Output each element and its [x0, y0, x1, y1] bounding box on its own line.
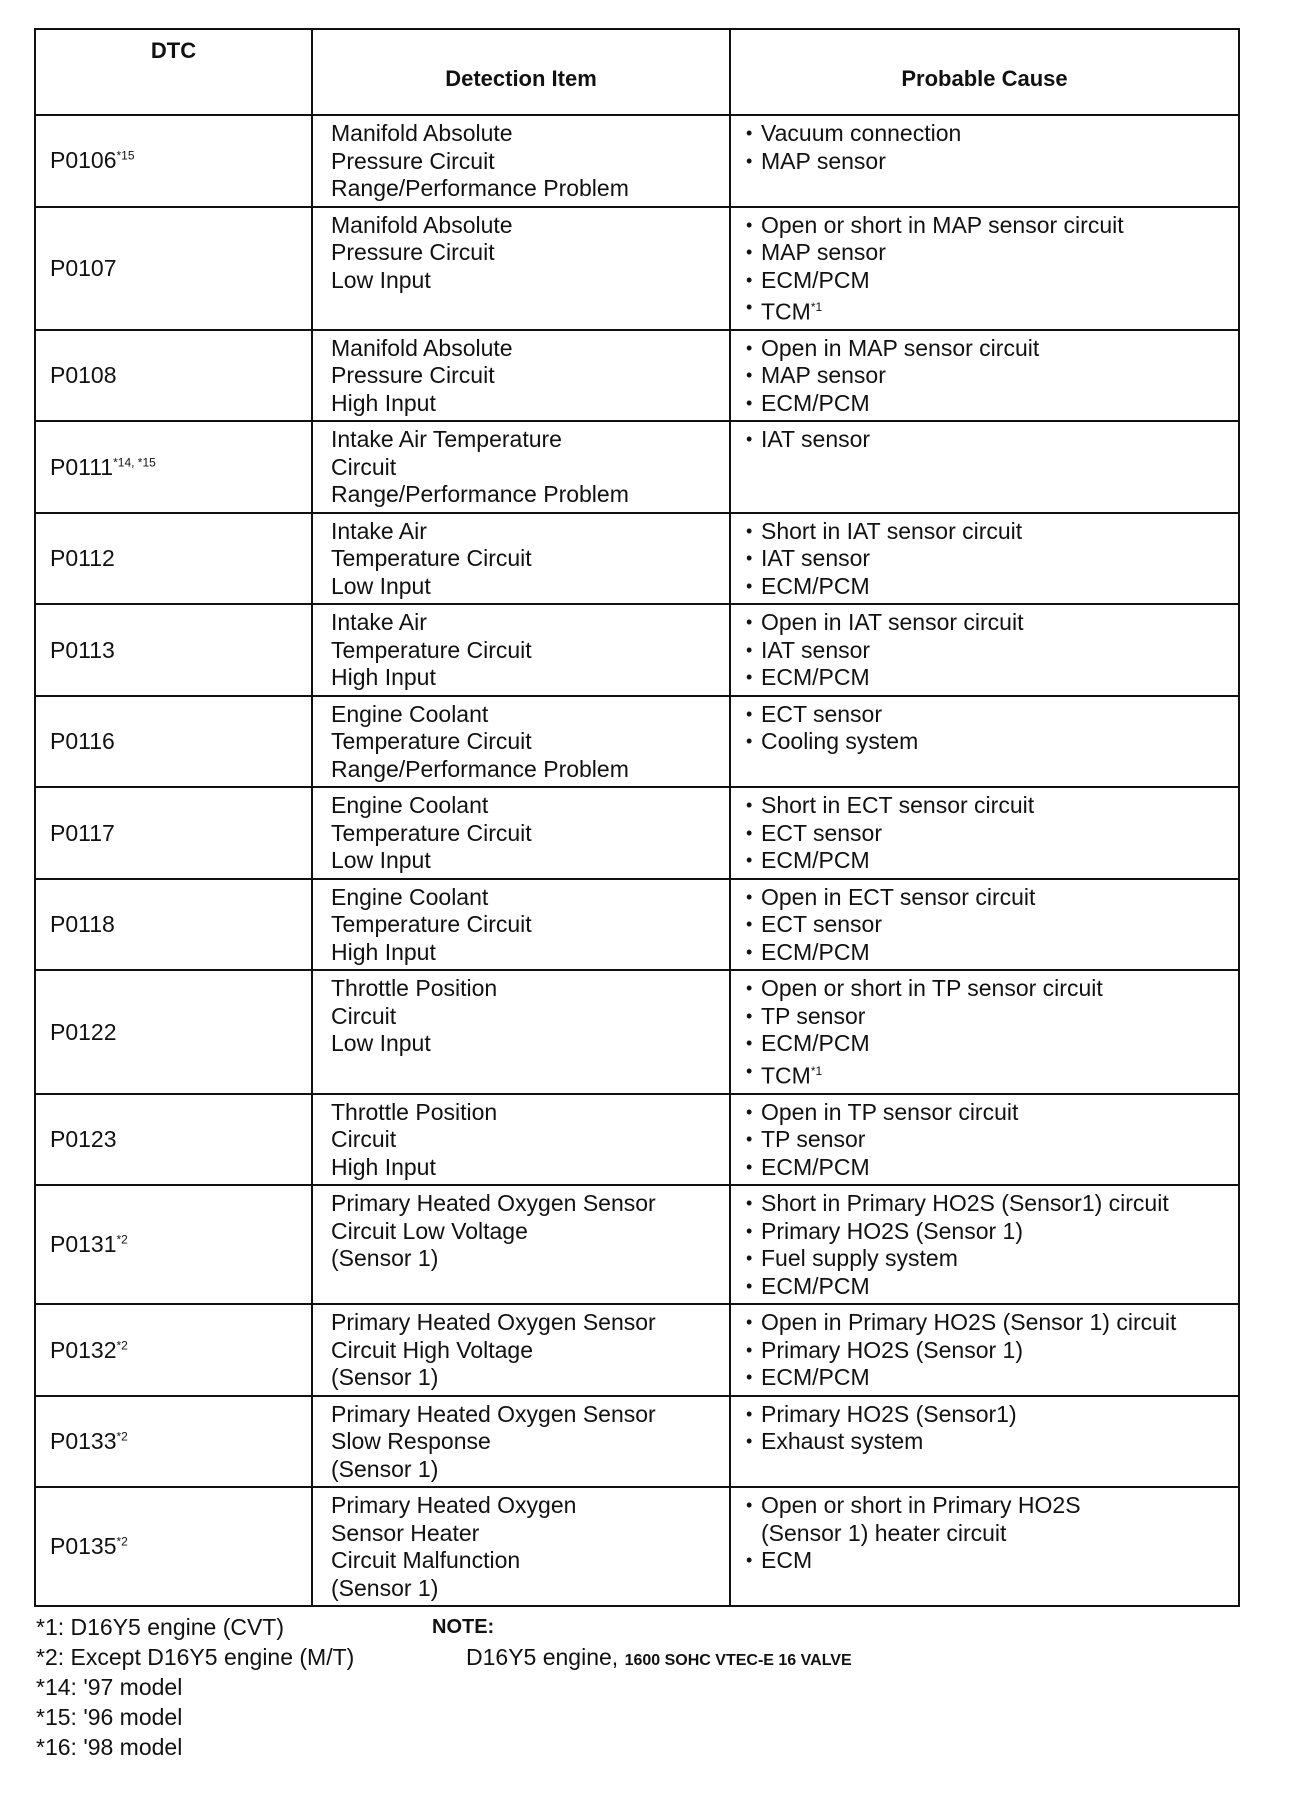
- table-row: [35, 115, 1239, 207]
- cause-text: ECM/PCM: [761, 1153, 870, 1180]
- detection-line: Primary Heated Oxygen: [331, 1492, 577, 1519]
- cause-item: [761, 1428, 1232, 1456]
- cause-text: ECM: [761, 1547, 813, 1574]
- header-row: [35, 29, 1239, 115]
- dtc-code-cell: [35, 115, 312, 207]
- detection-line: Low Input: [331, 1030, 431, 1057]
- detection-item-cell: [312, 1396, 730, 1488]
- dtc-code: P0123: [50, 1126, 117, 1153]
- detection-line: Low Input: [331, 847, 431, 874]
- detection-line: Temperature Circuit: [331, 819, 532, 846]
- detection-line: Primary Heated Oxygen Sensor: [331, 1309, 656, 1336]
- cause-text: (Sensor 1) heater circuit: [761, 1519, 1007, 1546]
- dtc-code: P0113: [50, 636, 115, 663]
- cause-text: ECM/PCM: [761, 938, 870, 965]
- detection-line: Temperature Circuit: [331, 636, 532, 663]
- probable-cause-cell: [730, 513, 1239, 605]
- cause-item: [761, 1126, 1232, 1154]
- dtc-code-cell: [35, 1185, 312, 1304]
- cause-text: Short in Primary HO2S (Sensor1) circuit: [761, 1190, 1169, 1217]
- table-row: [35, 1094, 1239, 1186]
- cause-item: [761, 294, 1232, 326]
- note: [432, 1612, 852, 1676]
- dtc-code: P0106: [50, 147, 117, 174]
- dtc-table: [34, 28, 1240, 1607]
- cause-item: [761, 1364, 1232, 1392]
- dtc-footnote-ref: *2: [116, 1338, 128, 1353]
- table-row: [35, 421, 1239, 513]
- cause-item: [761, 518, 1232, 546]
- table-row: [35, 330, 1239, 422]
- cause-item: [761, 1273, 1232, 1301]
- detection-line: Throttle Position: [331, 975, 498, 1002]
- cause-text: ECM/PCM: [761, 389, 870, 416]
- cause-text: Open in ECT sensor circuit: [761, 883, 1036, 910]
- detection-item-cell: [312, 421, 730, 513]
- cause-text: IAT sensor: [761, 545, 871, 572]
- cause-item: [761, 573, 1232, 601]
- detection-line: (Sensor 1): [331, 1364, 439, 1391]
- cause-item: [761, 1401, 1232, 1429]
- table-row: [35, 1396, 1239, 1488]
- cause-footnote-ref: *1: [810, 300, 823, 314]
- detection-line: Engine Coolant: [331, 883, 489, 910]
- probable-cause-cell: [730, 421, 1239, 513]
- detection-line: Intake Air: [331, 517, 427, 544]
- cause-item: [761, 637, 1232, 665]
- cause-item: [761, 1547, 1232, 1575]
- dtc-code-cell: [35, 1487, 312, 1606]
- dtc-code-cell: [35, 421, 312, 513]
- table-row: [35, 513, 1239, 605]
- cause-item: [761, 847, 1232, 875]
- detection-line: Pressure Circuit: [331, 362, 495, 389]
- dtc-code-cell: [35, 604, 312, 696]
- cause-item: [761, 701, 1232, 729]
- cause-text: MAP sensor: [761, 239, 886, 265]
- cause-text: Exhaust system: [761, 1428, 924, 1455]
- cause-text: TP sensor: [761, 1126, 866, 1153]
- cause-item: [761, 1309, 1232, 1337]
- dtc-code: P0132: [50, 1336, 117, 1363]
- dtc-code-cell: [35, 1396, 312, 1488]
- dtc-code-cell: [35, 513, 312, 605]
- dtc-code: P0135: [50, 1533, 117, 1560]
- dtc-footnote-ref: *2: [116, 1232, 128, 1247]
- detection-item-cell: [312, 1094, 730, 1186]
- detection-line: Circuit: [331, 453, 397, 480]
- dtc-code: P0111: [50, 453, 114, 480]
- dtc-code-cell: [35, 879, 312, 971]
- dtc-code: P0133: [50, 1428, 117, 1455]
- dtc-code: P0108: [50, 362, 117, 389]
- detection-line: Pressure Circuit: [331, 147, 495, 174]
- detection-line: Intake Air Temperature: [331, 426, 562, 453]
- detection-line: Range/Performance Problem: [331, 755, 629, 782]
- cause-text: Primary HO2S (Sensor1): [761, 1400, 1017, 1427]
- cause-text: ECM/PCM: [761, 1272, 870, 1299]
- cause-text: TCM: [761, 298, 811, 325]
- dtc-code-cell: [35, 787, 312, 879]
- probable-cause-cell: [730, 604, 1239, 696]
- note-engine-spec: 1600 SOHC VTEC-E 16 VALVE: [624, 1652, 852, 1669]
- cause-text: IAT sensor: [761, 636, 871, 663]
- detection-line: Intake Air: [331, 609, 427, 636]
- cause-text: Short in ECT sensor circuit: [761, 792, 1035, 819]
- probable-cause-cell: [730, 1487, 1239, 1606]
- table-body: [35, 115, 1239, 1606]
- note-label: NOTE:: [432, 1616, 495, 1638]
- dtc-footnote-ref: *15: [116, 148, 135, 163]
- table-row: [35, 207, 1239, 330]
- probable-cause-cell: [730, 1094, 1239, 1186]
- detection-line: Temperature Circuit: [331, 728, 532, 755]
- cause-text: Cooling system: [761, 728, 919, 755]
- dtc-footnote-ref: *2: [116, 1534, 128, 1549]
- detection-line: Circuit Low Voltage: [331, 1217, 528, 1244]
- dtc-code: P0131: [50, 1231, 117, 1258]
- cause-item: [761, 1337, 1232, 1365]
- cause-text: Open in MAP sensor circuit: [761, 334, 1040, 361]
- cause-item: [761, 1245, 1232, 1273]
- cause-text: ECT sensor: [761, 911, 883, 938]
- dtc-code: P0112: [50, 545, 115, 572]
- cause-item: [761, 239, 1232, 267]
- detection-line: Slow Response: [331, 1428, 491, 1455]
- detection-item-cell: [312, 604, 730, 696]
- cause-text: ECT sensor: [761, 819, 883, 846]
- dtc-code-cell: [35, 207, 312, 330]
- detection-line: Range/Performance Problem: [331, 481, 629, 508]
- table-row: [35, 604, 1239, 696]
- detection-line: Low Input: [331, 572, 431, 599]
- cause-item: [761, 1003, 1232, 1031]
- dtc-code-cell: [35, 696, 312, 788]
- table-row: [35, 1487, 1239, 1606]
- detection-item-cell: [312, 115, 730, 207]
- probable-cause-cell: [730, 787, 1239, 879]
- detection-line: (Sensor 1): [331, 1245, 439, 1272]
- cause-item: [761, 664, 1232, 692]
- cause-text: IAT sensor: [761, 426, 871, 453]
- detection-item-cell: [312, 1185, 730, 1304]
- dtc-code-cell: [35, 970, 312, 1093]
- cause-item: [761, 1099, 1232, 1127]
- detection-item-cell: [312, 787, 730, 879]
- cause-text: ECM/PCM: [761, 1364, 870, 1391]
- detection-line: High Input: [331, 938, 436, 965]
- cause-text: Fuel supply system: [761, 1245, 958, 1272]
- cause-footnote-ref: *1: [810, 1063, 823, 1078]
- header-detection-item: Detection Item: [312, 29, 730, 115]
- detection-item-cell: [312, 1487, 730, 1606]
- footnotes: [36, 1612, 354, 1762]
- footnote: *15: '96 model: [36, 1704, 183, 1730]
- note-text: [432, 1642, 852, 1676]
- dtc-code: P0122: [50, 1018, 117, 1045]
- detection-item-cell: [312, 970, 730, 1093]
- cause-text: TP sensor: [761, 1002, 866, 1029]
- cause-item: [761, 267, 1232, 295]
- footnote: *1: D16Y5 engine (CVT): [36, 1614, 285, 1640]
- detection-line: High Input: [331, 664, 436, 691]
- cause-item: [761, 362, 1232, 390]
- detection-line: High Input: [331, 1153, 436, 1180]
- cause-item: [761, 792, 1232, 820]
- detection-item-cell: [312, 513, 730, 605]
- table-row: [35, 1304, 1239, 1396]
- detection-line: Temperature Circuit: [331, 545, 532, 572]
- probable-cause-cell: [730, 115, 1239, 207]
- cause-item: [761, 148, 1232, 176]
- dtc-code-cell: [35, 330, 312, 422]
- detection-line: Throttle Position: [331, 1098, 498, 1125]
- note-engine: D16Y5 engine,: [466, 1644, 619, 1670]
- cause-item: [761, 120, 1232, 148]
- cause-text: Open or short in TP sensor circuit: [761, 975, 1103, 1002]
- detection-item-cell: [312, 1304, 730, 1396]
- detection-line: Engine Coolant: [331, 700, 489, 727]
- detection-line: Circuit Malfunction: [331, 1547, 521, 1574]
- cause-text: ECM/PCM: [761, 266, 870, 293]
- detection-item-cell: [312, 207, 730, 330]
- footnote: *2: Except D16Y5 engine (M/T): [36, 1644, 355, 1670]
- cause-item: [761, 545, 1232, 573]
- cause-item: [761, 728, 1232, 756]
- detection-line: Temperature Circuit: [331, 911, 532, 938]
- table-row: [35, 1185, 1239, 1304]
- cause-item: [761, 939, 1232, 967]
- cause-item: [761, 1520, 1232, 1548]
- detection-line: Low Input: [331, 266, 431, 293]
- cause-text: ECM/PCM: [761, 1030, 870, 1057]
- cause-item: [761, 1030, 1232, 1058]
- detection-line: (Sensor 1): [331, 1455, 439, 1482]
- detection-line: Circuit: [331, 1126, 397, 1153]
- dtc-footnote-ref: *2: [116, 1429, 128, 1444]
- dtc-code-cell: [35, 1304, 312, 1396]
- table-header: [35, 29, 1239, 115]
- cause-text: Primary HO2S (Sensor 1): [761, 1336, 1024, 1363]
- detection-line: Primary Heated Oxygen Sensor: [331, 1400, 656, 1427]
- detection-line: Circuit High Voltage: [331, 1336, 533, 1363]
- probable-cause-cell: [730, 207, 1239, 330]
- table-row: [35, 696, 1239, 788]
- cause-item: [761, 1492, 1232, 1520]
- cause-text: Open in Primary HO2S (Sensor 1) circuit: [761, 1309, 1177, 1336]
- cause-item: [761, 390, 1232, 418]
- cause-text: Open or short in Primary HO2S: [761, 1492, 1081, 1519]
- detection-line: High Input: [331, 389, 436, 416]
- cause-text: Open or short in MAP sensor circuit: [761, 211, 1124, 238]
- cause-item: [761, 1218, 1232, 1246]
- dtc-code: P0107: [50, 254, 117, 281]
- cause-text: Open in IAT sensor circuit: [761, 609, 1024, 636]
- detection-line: Primary Heated Oxygen Sensor: [331, 1190, 656, 1217]
- cause-text: Vacuum connection: [761, 120, 962, 146]
- detection-item-cell: [312, 879, 730, 971]
- cause-text: ECT sensor: [761, 700, 883, 727]
- detection-line: Manifold Absolute: [331, 334, 513, 361]
- probable-cause-cell: [730, 970, 1239, 1093]
- dtc-code: P0117: [50, 819, 115, 846]
- probable-cause-cell: [730, 330, 1239, 422]
- table-row: [35, 879, 1239, 971]
- dtc-code: P0118: [50, 911, 115, 938]
- probable-cause-cell: [730, 1185, 1239, 1304]
- detection-line: (Sensor 1): [331, 1574, 439, 1601]
- table-row: [35, 787, 1239, 879]
- detection-line: Manifold Absolute: [331, 211, 513, 238]
- cause-item: [761, 975, 1232, 1003]
- footnote: *14: '97 model: [36, 1674, 183, 1700]
- cause-item: [761, 1154, 1232, 1182]
- detection-line: Pressure Circuit: [331, 239, 495, 265]
- probable-cause-cell: [730, 879, 1239, 971]
- dtc-footnote-ref: *14, *15: [113, 455, 156, 470]
- cause-text: Short in IAT sensor circuit: [761, 517, 1023, 544]
- footnote: *16: '98 model: [36, 1734, 183, 1760]
- cause-text: TCM: [761, 1062, 811, 1089]
- detection-line: Sensor Heater: [331, 1519, 480, 1546]
- cause-text: ECM/PCM: [761, 664, 870, 691]
- cause-text: Primary HO2S (Sensor 1): [761, 1217, 1024, 1244]
- probable-cause-cell: [730, 1304, 1239, 1396]
- cause-item: [761, 426, 1232, 454]
- detection-item-cell: [312, 330, 730, 422]
- cause-text: Open in TP sensor circuit: [761, 1098, 1019, 1125]
- cause-item: [761, 911, 1232, 939]
- cause-text: ECM/PCM: [761, 572, 870, 599]
- cause-item: [761, 820, 1232, 848]
- detection-line: Circuit: [331, 1002, 397, 1029]
- header-dtc: DTC: [35, 29, 312, 115]
- probable-cause-cell: [730, 1396, 1239, 1488]
- cause-item: [761, 335, 1232, 363]
- detection-line: Range/Performance Problem: [331, 175, 629, 201]
- detection-line: Manifold Absolute: [331, 120, 513, 146]
- detection-line: Engine Coolant: [331, 792, 489, 819]
- cause-item: [761, 1190, 1232, 1218]
- table-row: [35, 970, 1239, 1093]
- dtc-code: P0116: [50, 728, 115, 755]
- cause-item: [761, 884, 1232, 912]
- cause-text: MAP sensor: [761, 147, 886, 174]
- probable-cause-cell: [730, 696, 1239, 788]
- cause-item: [761, 609, 1232, 637]
- cause-text: ECM/PCM: [761, 847, 870, 874]
- cause-item: [761, 212, 1232, 240]
- cause-text: MAP sensor: [761, 362, 886, 389]
- cause-item: [761, 1058, 1232, 1090]
- dtc-code-cell: [35, 1094, 312, 1186]
- detection-item-cell: [312, 696, 730, 788]
- header-probable-cause: Probable Cause: [730, 29, 1239, 115]
